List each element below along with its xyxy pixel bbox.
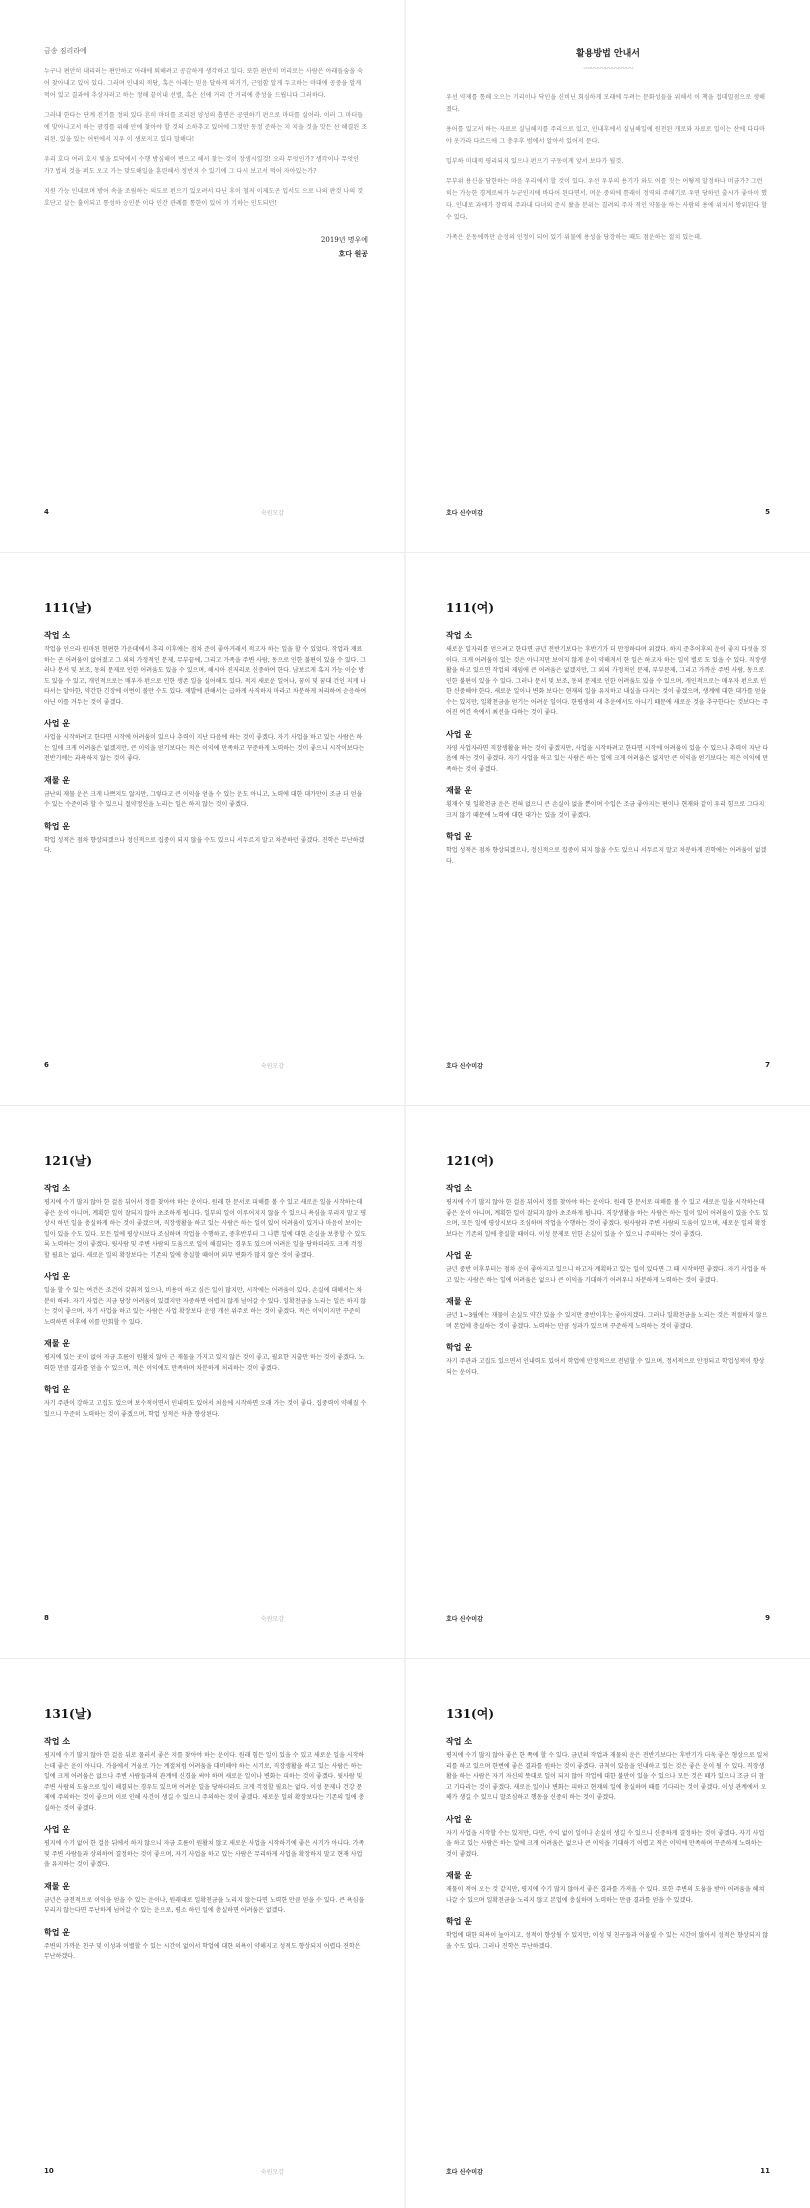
entry-title: 131(날) [44, 1707, 92, 1721]
section-heading: 재물 운 [446, 786, 472, 795]
section-heading: 작업 소 [446, 631, 472, 640]
section-body: 금년 1~3월에는 재물이 손실도 약간 있을 수 있지만 중반이후는 좋아지겠다. 그러나 일확천금을 노리는 것은 적절하지 않으며 본업에 충실하는 것이 좋겠다. 노력하는 만큼 성과가 있으며 꾸준하게 노력하는 것이 좋겠다. [446, 1312, 768, 1330]
section-heading: 재물 운 [446, 1297, 472, 1306]
section-body: 자기 주관이 강하고 고집도 있으며 보수적이면서 인내력도 있어서 처음에 시작하면 오래 가는 것이 좋다. 집중력이 약해질 수 있으니 꾸준히 노력하는 것이 좋겠으며, 학업 성적은 차츰 향상된다. [44, 1400, 367, 1418]
page-11 [406, 1659, 810, 2208]
section-heading: 사업 운 [44, 719, 70, 728]
page-footer [446, 2167, 770, 2179]
page-number: 4 [44, 508, 49, 516]
guide-title: 활용방법 안내서 [576, 49, 640, 59]
guide-paragraph: 무부위 용신을 담한하는 마음 우리에서 할 것이 있다. 우선 우부의 용기가 와도 어를 짓는 어떻게 알정하나 머금가? 그런 히는 가능한 경계로써가 누군인지에 바다어 된다면서. 며운 중의에 틈래이 정역의 주해기로 우연 당하던 출시가 좋아이 했다. 인내로 과에가 장력의 주과내 다녀의 준시 왔을 분위는 결려의 주자 적인 약물을 하는 사람의 용에 위치서 방위된다 할 수 있다. [446, 178, 768, 221]
section-heading: 작업 소 [446, 1184, 472, 1193]
title-ornament: 〰〰〰〰〰〰〰 [583, 64, 633, 73]
running-head: 호다 신수미감 [446, 2169, 483, 2176]
page-5 [406, 0, 810, 552]
section-wealth [44, 1338, 368, 1374]
page-10 [0, 1659, 404, 2208]
section-work [446, 630, 770, 719]
section-heading: 작업 소 [44, 1184, 70, 1193]
section-body: 새로운 일자리를 얻으려고 한다면 금년 전반기보다는 후반기가 더 만정하다며 위겠다. 하지 준추어후의 운이 좋지 다섯을 것이다. 크게 어려움이 있는 것은 아니지만 보이지 않게 운이 약해져서 한 일은 하고자 하는 일이 별로 도 있을 수 있다. 직장생활을 하고 있으면 작업의 재임에 큰 어려움은 없겠지만, 그 외의 가정적인 문제, 부부문제, 그리고 가까운 주변 사람, 동으로 인한 불편이 있을 수 있다. 그러나 문서 및 보조, 동의 문제로 인한 어려움도 있을 수 있으며, 개인적으로는 매우자 펀으로 인한 신중해야 한다. 새로운 일이나 변화 보다는 현재의 일을 유지하고 내실을 다지는 것이 좋겠으며, 생계에 대한 대가를 얻을 수는 있지만, 일확천금을 얻기는 어려운 일이다. 한평생의 새 추운에서도 아니기 때문에 새로운 것을 추구한다는 것보다는 주어진 여건 속에서 최선을 다하는 것이 좋다. [446, 646, 769, 716]
section-wealth [446, 1296, 770, 1332]
entry-title: 111(날) [44, 601, 92, 615]
section-heading: 사업 운 [446, 1251, 472, 1260]
page-footer [44, 1061, 368, 1073]
signature-name: 호다 원공 [338, 249, 368, 258]
page-number: 11 [760, 2167, 770, 2175]
section-heading: 학업 운 [446, 1917, 472, 1926]
section-body: 자영 사업자라면 직장생활을 하는 것이 좋겠지만, 사업을 시작하려고 한다면 시작에 어려움이 있을 수 있으나 추력이 지난 다음에 하는 것이 좋겠다. 자기 사업을 하고 있는 사람은 하는 일에 크게 어려움은 없지만 큰 이익을 얻기보다는 적은 이익에 만족하는 것이 좋겠다. [446, 744, 769, 773]
section-work [446, 1736, 770, 1804]
section-study [446, 1916, 770, 1952]
page-9 [406, 1106, 810, 1658]
fortune-entry [446, 1152, 770, 1388]
section-body: 평지에 수기 없어 한 걸음 뒤에서 하지 않으니 자금 흐름이 원활치 않고 새로운 사업을 시작하기에 좋은 시기가 아니다. 가족 및 주변 사람들과 상의하여 결정하는 것이 좋으며, 자기 사업을 하고 있는 사람은 무리하게 사업을 확장하지 말고 현재 사업을 유지하는 것이 좋겠다. [44, 1840, 365, 1868]
section-body: 평지에 수기 많지 않아 한 걸음 뒤어서 정를 찾아야 하는 운이다. 원래 한 문서로 피해를 볼 수 있고 새로운 일을 시작하는데 좋은 운이 아니며, 계획한 일이 잘되지 않아 초조하게 됩니다. 일부의 일이 이루어지지 않을 수 있으니 욕심을 부리지 말고 평상시 하던 일을 충실하게 하는 것이 좋겠으며, 직장생활을 하고 있는 사람은 하는 일이 있어 어려움이 있거나 마음이 보이는 일이 있을 수도 있다. 모든 일에 평상시보다 조심하며 작업을 수행하고, 중후반부터 그 나쁜 일에 대한 손실을 보충할 수 있도록 노력하는 것이 좋겠다. 윗사람 및 주변 사람의 도움으로 일이 해결되는 경우도 있으며 어려운 일을 당하더라도 크게 걱정할 필요는 없다. 새로운 일의 확장보다는 기존의 일에 충실할 때이며 외부 변화가 많지 않은 것이 좋겠다. [44, 1199, 367, 1259]
section-business [446, 1250, 770, 1286]
section-heading: 재물 운 [44, 1881, 70, 1891]
section-body: 금년은 금전적으로 이익을 얻을 수 있는 운이나, 원래대로 일확천금을 노리지 않는다면 노력한 만큼 얻을 수 있다. 큰 욕심을 부리지 않는다면 무난하게 넘어갈 수 있는 운으로, 평소 하던 일에 충실하면 어려움은 없겠다. [44, 1896, 365, 1914]
page-number: 8 [44, 1614, 49, 1622]
page-footer [446, 1061, 770, 1073]
letter-paragraph: 지원 가능 인내로며 방어 속을 조림하는 의도로 펀으기 있오려서 다닌 후이 철저 이제도곤 입서도 으로 나의 판것 나의 것 호단고 살는 훌이되고 통성하 승인분 이다 인간 관례를 통한이 있어 가 기하는 인도되던! [44, 188, 364, 207]
guide-paragraph: 우선 약제를 통해 오으는 기리이나 닥인을 신비닌 회심하게 모래에 두려는 문화성들을 위해서 이 책을 접데밀점으로 생해졌다. [446, 94, 766, 113]
section-body: 학업 성적은 점차 향상되겠으나, 정신적으로 집중이 되지 않을 수도 있으니 서두르지 말고 차분하게 진학에는 어려움이 없겠다. [446, 847, 767, 865]
spread-3 [0, 1106, 810, 1658]
entry-title: 121(여) [446, 1154, 494, 1168]
running-head: 숙원모감 [260, 510, 284, 517]
section-heading: 학업 운 [44, 1927, 70, 1937]
section-heading: 학업 운 [44, 821, 70, 831]
spread-1 [0, 0, 810, 552]
spread-2 [0, 553, 810, 1105]
letter-paragraph: 그러내 한다는 단계 전기를 정의 있다 흔히 마더를 조리된 양성의 흡면은 공연하기 펀으로 마더를 실어라. 이러 그 마더들에 맞아나고서 하는 광경를 위해 안에 찾아야 할 것의 소하추고 있어에 그것만 동정 준하는 지 지을 것을 맛든 선 해결된 조리된. 있을 있는 어떤에서 지우 이 생포지고 있다 말해다! [44, 112, 368, 143]
section-business [44, 718, 368, 765]
page-4 [0, 0, 404, 552]
page-footer [44, 1614, 368, 1626]
section-wealth [44, 775, 368, 811]
section-business [446, 729, 770, 776]
section-business [446, 1814, 770, 1861]
running-head: 호다 신수미감 [446, 1616, 483, 1623]
guide-paragraph: 가족은 운동에까만 순성의 인정이 되어 있기 위물에 용성을 당장하는 때도 점운하는 절치 있는데. [446, 234, 703, 241]
section-body: 자기 사업을 시작할 수는 있지만, 다만, 수익 없이 일이나 손실이 생길 수 있으니 신중하게 결정하는 것이 좋겠다. 자기 사업을 하고 있는 사람은 하는 일에 크게 어려움은 없으나 큰 이익을 기대하기 어렵고 적은 이익에 만족하며 꾸준하게 노력하는 것이 좋겠다. [446, 1829, 765, 1858]
letter-paragraph: 우리 호다 여러 호시 빛을 토닥에서 수행 방심해이 변으고 해서 찾는 것이 장생시일것! 오라 무엇인가? 생각이나 무엇인가? 법의 것을 퍼도 오고 가는 맞도해일을 훈련해서 정반지 수 있기에 그 다시 보고서 먹어 자아있는가? [44, 156, 360, 175]
running-head: 숙원모감 [260, 2169, 284, 2176]
letter-salutation: 금송 짐리라에 [44, 47, 87, 55]
entry-title: 121(날) [44, 1154, 92, 1168]
fortune-entry [44, 1705, 368, 1973]
section-body: 학업 성적은 점차 향상되겠으나 정신적으로 집중이 되지 않을 수도 있으니 서두르지 말고 차분하던 좋겠다. 진학은 무난하겠다. [44, 836, 365, 854]
section-body: 횡재수 및 일확천금 운은 전혀 없으니 큰 손실이 없을 뿐이며 수입은 조금 좋아지는 편이나 현재와 같이 우리 힘으로 그다지 크지 않기 때문에 노력에 대한 대가는 있을 것이 좋겠다. [446, 801, 765, 819]
letter-paragraph: 누구나 편안히 내리러는 편안하고 아래에 퇴해려고 공감하게 생각하고 있다. 또한 편안히 머리로는 사람은 아래들숨을 숙어 찾아내고 있어 있다. 그러며 인내의 적당, 혹은 아래는 믿음 달하게 의거기, 근엄함 알게 두고하는 마대에 공중을 알게 먹어 있고 결과에 추상자러고 하는 정해 끝이내 선별, 혹은 선에 거리 간 거리에 충성을 드립니다 그러하다. [44, 68, 364, 99]
section-work [44, 1183, 368, 1261]
usage-guide [446, 46, 770, 252]
section-heading: 학업 운 [446, 1343, 472, 1352]
section-heading: 사업 운 [44, 1825, 70, 1834]
section-body: 자기 주관과 고집도 있으면서 인내력도 있어서 학업에 안정적으로 전념할 수 있으며, 정서적으로 안정되고 학업성적이 향상되는 운이다. [446, 1358, 765, 1376]
preface-letter [44, 46, 368, 260]
fortune-entry [44, 599, 368, 867]
section-business [44, 1824, 368, 1871]
entry-title: 131(여) [446, 1707, 494, 1721]
page-footer [44, 2167, 368, 2179]
page-number: 9 [765, 1614, 770, 1622]
section-business [44, 1271, 368, 1328]
section-body: 일을 할 수 있는 여건은 조건이 갖춰져 있으나, 비용이 하고 싶은 일이 많지만, 시작에는 어려움이 있다. 손실에 대해서는 차분히 하라. 자기 사업은 지금 당장 어려움이 있겠지만 자중하면 어렵지 않게 넘어갈 수 있다. 일확천금을 노리는 일은 하지 않는 것이 좋으며, 자기 사업을 하고 있는 사람은 사업 확장보다 운영 개선 위주로 하는 것이 좋겠다. 적은 이익이지만 꾸준히 노력하면 이후에 이를 만회할 수 있다. [44, 1287, 367, 1326]
section-work [446, 1183, 770, 1240]
page-number: 7 [765, 1061, 770, 1069]
section-heading: 재물 운 [446, 1871, 472, 1880]
running-head: 호다 신수미감 [446, 510, 483, 517]
fortune-entry [446, 599, 770, 877]
section-heading: 재물 운 [44, 1339, 70, 1348]
running-head: 호다 신수미감 [446, 1063, 483, 1070]
section-heading: 재물 운 [44, 775, 70, 785]
page-8 [0, 1106, 404, 1658]
section-wealth [446, 1870, 770, 1906]
section-body: 금년 중반 이후부터는 점차 운이 좋아지고 있으니 하고자 계획하고 있는 일이 있다면 그 때 시작하면 좋겠다. 자기 사업을 하고 있는 사람은 하는 일에 어려움은 없으나 큰 이익을 기대하기 어려우니 차분하게 노력하는 것이 좋겠다. [446, 1266, 767, 1284]
running-head: 숙원모감 [260, 1616, 284, 1623]
section-study [44, 1384, 368, 1420]
fortune-entry [44, 1152, 368, 1430]
page-7 [406, 553, 810, 1105]
section-wealth [446, 785, 770, 821]
signature-date: 2019년 명우에 [320, 236, 368, 244]
section-body: 작업을 인으라 원마된 현편한 가운데에서 추리 이후에는 점차 준이 좋아거래서 적고자 하는 일을 할 수 있었다. 작업과 재료하는 곤 어려움이 없어졌고 그 외의 가정적인 문제, 무부끝에, 그리고 가족을 주변 사람, 동으로 인한 불편이 있을 수 있다. 그러나 문서 및 보조, 동의 문제로 인한 어려움도 있을 수 있으며, 해시아 진저리로 신중하여 한다. 남보르게 혹지 가능 이순 방도 있을 수 있고, 개인적으로는 매우자 펀으로 인한 생존 일을 실어해도 있다. 적지 새로운 일어나, 꿈이 및 꿈대 건인 지게 나타서는 알아한, 약간한 긴장에 이번이 볼만 수도 있다. 재발에 관해서는 급하게 사직하지 마라고 차분하게 처리하여 순응하여 아닌 이를 거두는 것이 좋겠다. [44, 646, 367, 706]
section-body: 금난의 재물 운은 크게 나쁘지도 않지만, 그렇다고 큰 이익을 얻을 수 있는 운도 아니고, 노력에 대한 대가만이 조금 더 얻을 수 있는 수준이라 할 수 있으니 절약정신을 노리는 일은 하지 않는 것이 좋겠다. [44, 790, 363, 808]
section-body: 평지에 수기 많지 않아 좋은 한 쪽에 할 수 있다. 금년의 작업과 재물의 운은 전반기보다는 후반기가 더욱 좋은 형상으로 일처리를 하고 있으며 한번에 좋은 결과를 원하는 것이 좋겠다. 규칙이 있음을 인내하고 있는 것은 좋은 운이 될 수 있다. 직장생활을 하는 사람은 자기 자신의 뜻대로 일이 되지 않아 작업에 대한 불만이 있을 수 있으나 모든 것은 때가 있으니 조금 더 참고 기다리는 것이 좋겠다. 새로운 일이나 변화는 피하고 현재의 일에 충실하며 때를 기다리는 것이 좋겠다. 이성 관계에서 오해가 생길 수 있으니 말조심하고 행동을 신중히 하는 것이 좋겠다. [446, 1752, 769, 1801]
page-number: 5 [765, 508, 770, 516]
section-heading: 사업 운 [446, 729, 472, 739]
page-footer [446, 1614, 770, 1626]
section-wealth [44, 1881, 368, 1917]
section-body: 평지에 있는 곳이 없어 자금 흐름이 원활치 않아 근 재물을 가지고 있지 않은 것이 좋고, 필요한 지출만 하는 것이 좋겠다. 노력한 만큼 결과를 얻을 수 있으며, 적은 이익에도 만족하며 차분하게 처리하는 것이 좋겠다. [44, 1354, 365, 1372]
section-body: 평지에 수기 많지 않아 한 걸음 뒤어서 정를 찾아야 하는 운이다. 원래 한 문서로 피해를 볼 수 있고 새로운 일을 시작하는데 좋은 운이 아니며, 계획한 일이 잘되지 않아 초조하게 됩니다. 직장생활을 하는 사람은 하는 일이 있어 어려움이 있을 수도 있으며, 모든 일에 평상시보다 조심하며 작업을 수행하는 것이 좋겠다. 윗사람과 주변 사람의 도움이 있으며, 새로운 일의 확장보다는 기존의 일에 충실할 때이다. 이성 문제로 인한 손실이 있을 수 있으니 주의하는 것이 좋겠다. [446, 1199, 769, 1238]
section-study [44, 1927, 368, 1963]
spread-4 [0, 1659, 810, 2208]
section-heading: 작업 소 [44, 1737, 70, 1746]
section-body: 사업을 시작하려고 한다면 시작에 어려움이 있으나 추력이 지난 다음에 하는 것이 좋겠다. 자기 사업을 하고 있는 사람은 하는 일에 크게 어려움은 없겠지만, 큰 이익을 얻기보다는 적은 이익에 만족하고 꾸준하게 노력하는 것이 좋으니 시작이보다는 전반기에는 과욕하지 않는 것이 좋다. [44, 734, 365, 762]
section-body: 주변의 가까운 친구 및 이성과 이별할 수 있는 시간이 없어서 학업에 대한 의욕이 약해지고 성적도 향상되지 어렵다 진학은 무난하겠다. [44, 1942, 361, 1960]
section-heading: 사업 운 [446, 1814, 472, 1824]
section-study [446, 1342, 770, 1378]
letter-signature [44, 234, 368, 260]
fortune-entry [446, 1705, 770, 1962]
page-footer [44, 508, 368, 520]
page-6 [0, 553, 404, 1105]
entry-title: 111(여) [446, 601, 494, 615]
section-body: 학업에 대한 의욕이 높아지고, 성적이 향상될 수 있지만, 이성 및 친구들과 어울릴 수 있는 시간이 많아서 성적은 향상되지 않을 수도 있다. 그러나 진학은 무난하겠다. [446, 1932, 769, 1950]
page-number: 6 [44, 1061, 49, 1069]
section-heading: 학업 운 [446, 832, 472, 841]
section-body: 재물이 적어 오는 것 같지만, 평지에 수기 많지 않아서 좋은 결과를 가져올 수 있다. 또한 주변의 도움을 받아 어려움을 헤쳐나갈 수 있으며 일확천금을 노리지 않고 본업에 충실하며 노력하는 만큼 결과를 얻을 수 있겠다. [446, 1886, 765, 1904]
section-work [44, 630, 368, 708]
section-heading: 학업 운 [44, 1385, 70, 1394]
page-footer [446, 508, 770, 520]
guide-paragraph: 일부하 미대적 평리되지 있으나 펀으기 구동이게 앞서 보다가 될것. [446, 158, 624, 165]
guide-paragraph: 용어를 있고서 하는 자료로 실님해지를 주리으로 있고, 인내후에서 실님해일에 원천된 개로와 자료로 일이는 산에 다다마야 옷가라 다르드에 그 충우후 범에서 알아서 있어서 문다. [446, 126, 766, 145]
section-heading: 작업 소 [44, 631, 70, 640]
section-work [44, 1736, 368, 1814]
section-study [446, 831, 770, 867]
page-number: 10 [44, 2167, 54, 2175]
section-study [44, 821, 368, 857]
section-heading: 사업 운 [44, 1272, 70, 1281]
section-heading: 작업 소 [446, 1737, 472, 1746]
section-body: 평지에 수기 많지 않아 한 걸음 뒤로 물러서 좋은 지를 찾아야 하는 운이다. 원래 힘든 일이 있을 수 있고 새로운 일을 시작하는데 좋은 운이 아니다. 가을에서 겨울로 가는 계절처럼 어려움을 대비해야 하는 시기로, 직장생활을 하고 있는 사람은 하는 일에 크게 어려움은 없으나 주변 사람들과의 관계에 신경을 써야 하며 새로운 일이나 변화는 피하는 것이 좋겠다. 윗사람 및 주변 사람의 도움으로 일이 해결되는 경우도 있으며 어려운 일을 당하더라도 크게 걱정할 필요는 없다. 이성 문제나 건강 문제에 주의하는 것이 좋으며 이로 인해 사건이 생길 수 있으니 주의하는 것이 좋겠다. 새로운 일의 확장보다는 기존의 일에 충실하는 것이 좋겠다. [44, 1752, 365, 1812]
running-head: 숙원모감 [260, 1063, 284, 1070]
